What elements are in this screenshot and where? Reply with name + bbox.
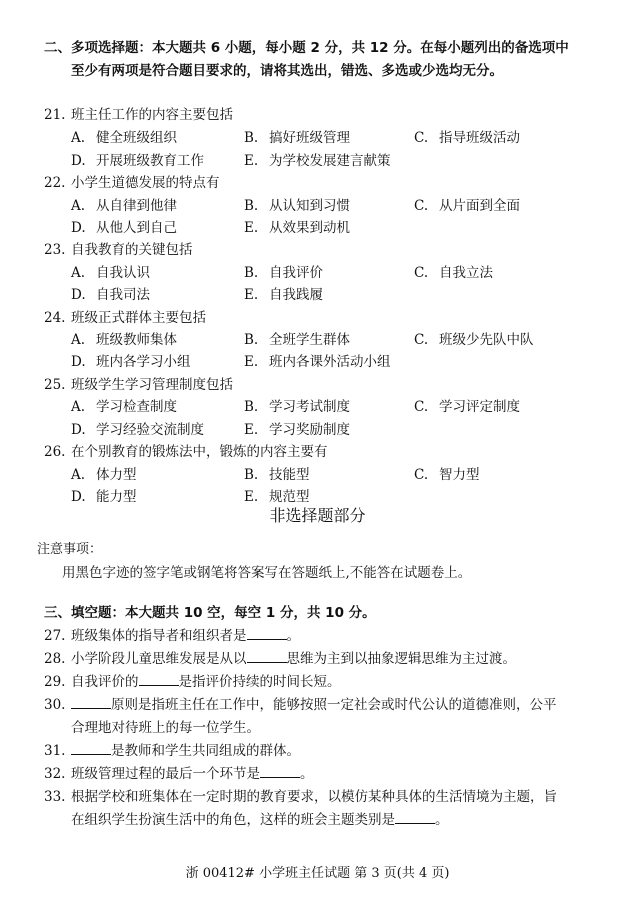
answer-blank: [71, 741, 111, 755]
question-number: 31.: [44, 743, 66, 759]
question-text: 小学阶段儿童思维发展是从以 思维为主到以抽象逻辑思维为主过渡。: [71, 651, 516, 667]
question-text: 根据学校和班集体在一定时期的教育要求，以模仿某种具体的生活情境为主题，旨: [71, 789, 557, 805]
option-e: E. 学习奖励制度: [244, 422, 350, 438]
section-title: 非选择题部分: [269, 506, 366, 525]
question-text: 是教师和学生共同组成的群体。: [71, 741, 300, 761]
question-text-continued: 在组织学生扮演生活中的角色，这样的班会主题类别是 。: [71, 812, 449, 828]
question-number: 33.: [44, 789, 66, 805]
answer-blank: [395, 810, 435, 824]
answer-blank: [71, 695, 111, 709]
option-d: D. 自我司法: [71, 287, 150, 303]
option-d: D. 学习经验交流制度: [71, 422, 204, 438]
answer-blank: [260, 764, 300, 778]
section2-header-line1: 二、多项选择题：本大题共 6 小题，每小题 2 分，共 12 分。在每小题列出的备选项中: [44, 40, 569, 56]
option-b: B. 搞好班级管理: [244, 130, 350, 146]
question-number: 29.: [44, 674, 66, 690]
section3-header: 三、填空题：本大题共 10 空，每空 1 分，共 10 分。: [44, 605, 376, 621]
option-b: B. 自我评价: [244, 265, 323, 281]
option-d: D. 开展班级教育工作: [71, 153, 204, 169]
question-number: 27.: [44, 628, 66, 644]
question-number: 21.: [44, 107, 66, 123]
option-d: D. 班内各学习小组: [71, 354, 191, 370]
option-e: E. 从效果到动机: [244, 220, 350, 236]
option-a: A. 学习检查制度: [71, 399, 177, 415]
question-text-continued: 合理地对待班上的每一位学生。: [71, 720, 260, 736]
option-c: C. 从片面到全面: [414, 198, 520, 214]
question-number: 32.: [44, 766, 66, 782]
question-number: 28.: [44, 651, 66, 667]
question-text: 小学生道德发展的特点有: [71, 175, 220, 191]
section2-header-line2: 至少有两项是符合题目要求的，请将其选出，错选、多选或少选均无分。: [71, 63, 503, 79]
answer-blank: [247, 626, 287, 640]
option-a: A. 体力型: [71, 467, 137, 483]
option-b: B. 从认知到习惯: [244, 198, 350, 214]
question-text: 自我评价的 是指评价持续的时间长短。: [71, 674, 341, 690]
page-footer: 浙 00412# 小学班主任试题 第 3 页(共 4 页): [185, 866, 450, 881]
option-b: B. 全班学生群体: [244, 332, 350, 348]
question-text: 班级集体的指导者和组织者是 。: [71, 628, 300, 644]
option-a: A. 自我认识: [71, 265, 150, 281]
question-number: 23.: [44, 242, 66, 258]
question-number: 30.: [44, 697, 66, 713]
option-a: A. 健全班级组织: [71, 130, 177, 146]
option-b: B. 技能型: [244, 467, 310, 483]
notice-text: 用黑色字迹的签字笔或钢笔将答案写在答题纸上,不能答在试题卷上。: [62, 565, 472, 581]
question-text: 自我教育的关键包括: [71, 242, 193, 258]
question-text: 原则是指班主任在工作中，能够按照一定社会或时代公认的道德准则，公平: [71, 695, 557, 715]
answer-blank: [247, 649, 287, 663]
option-e: E. 为学校发展建言献策: [244, 153, 391, 169]
option-c: C. 指导班级活动: [414, 130, 520, 146]
question-text: 在个别教育的锻炼法中，锻炼的内容主要有: [71, 444, 328, 460]
question-text: 班主任工作的内容主要包括: [71, 107, 233, 123]
question-number: 25.: [44, 377, 66, 393]
option-d: D. 从他人到自己: [71, 220, 177, 236]
question-number: 22.: [44, 175, 66, 191]
option-a: A. 班级教师集体: [71, 332, 177, 348]
option-c: C. 班级少先队中队: [414, 332, 534, 348]
question-text: 班级管理过程的最后一个环节是 。: [71, 766, 314, 782]
option-a: A. 从自律到他律: [71, 198, 177, 214]
option-e: E. 班内各课外活动小组: [244, 354, 391, 370]
option-d: D. 能力型: [71, 489, 137, 505]
option-c: C. 学习评定制度: [414, 399, 520, 415]
question-text: 班级正式群体主要包括: [71, 310, 206, 326]
option-c: C. 自我立法: [414, 265, 493, 281]
question-number: 26.: [44, 444, 66, 460]
notice-label: 注意事项：: [37, 542, 103, 557]
question-number: 24.: [44, 310, 66, 326]
question-text: 班级学生学习管理制度包括: [71, 377, 233, 393]
answer-blank: [139, 672, 179, 686]
option-e: E. 规范型: [244, 489, 310, 505]
option-c: C. 智力型: [414, 467, 480, 483]
option-b: B. 学习考试制度: [244, 399, 350, 415]
option-e: E. 自我践履: [244, 287, 323, 303]
